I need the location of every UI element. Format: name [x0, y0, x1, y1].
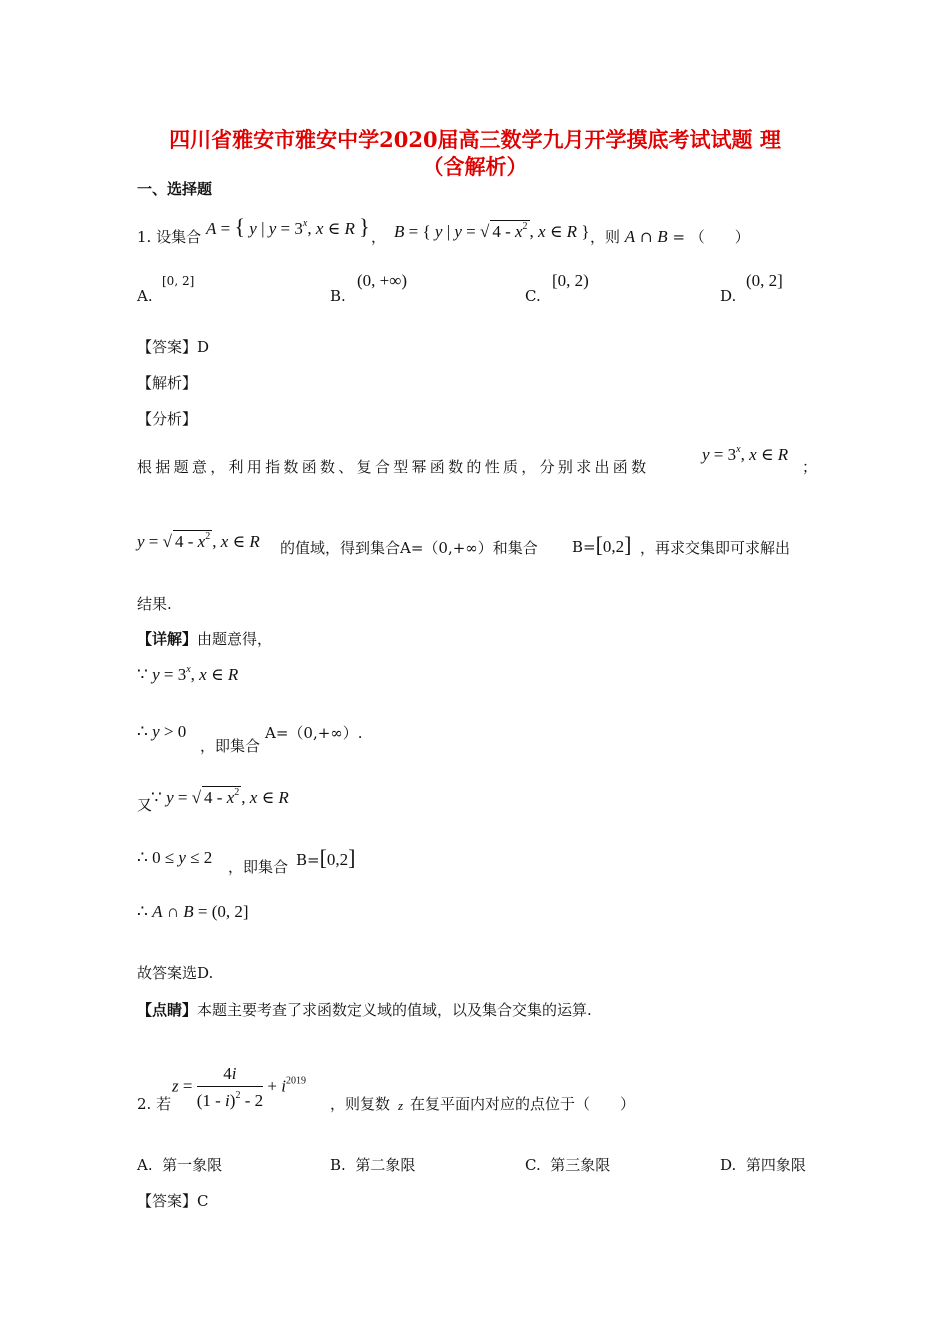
q2-option-d: D. 第四象限: [720, 1156, 806, 1174]
q2-variable-z: z: [398, 1098, 404, 1113]
page-subtitle: （含解析）: [422, 154, 528, 179]
q1-analysis-tag: 【解析】: [137, 374, 198, 392]
q2-expression: z = $\frac{4i}{(1 - i)^2 - 2}$ + $i^{2019}$: [172, 1064, 306, 1110]
q1-dianjing: 【点睛】本题主要考查了求函数定义域的值域，以及集合交集的运算.: [137, 1001, 592, 1019]
q1-step-1: ∵ $y = 3^x$, x ∈ R: [137, 664, 239, 684]
q1-option-d: (0, 2]: [746, 271, 783, 290]
q1-fenxi-text3: ，再求交集即可求解出: [640, 539, 791, 557]
q2-option-c: C. 第三象限: [525, 1156, 611, 1174]
q1-set-b: B = { y | y = √ $4 - x^2$ , x ∈ R }: [394, 221, 590, 241]
q1-set-a: A = { y | $y = 3^x$, x ∈ R }: [206, 214, 370, 239]
q1-step-2-text: ，即集合: [200, 737, 261, 755]
q1-conclusion: 故答案选D.: [137, 964, 214, 982]
q1-option-a-letter: A.: [137, 287, 153, 305]
q1-fenxi-text2: 的值域，得到集合A=（0,+∞）和集合: [280, 539, 538, 557]
q1-step-3: ∵ y = √ $4 - x^2$ , x ∈ R: [151, 787, 289, 807]
q1-option-b-letter: B.: [330, 287, 346, 305]
q1-prefix: 1. 设集合: [137, 228, 202, 246]
q1-step-3-you: 又: [137, 796, 153, 814]
q1-func-sqrt: y = √ $4 - x^2$ , x ∈ R: [137, 531, 260, 551]
q2-option-b: B. 第二象限: [330, 1156, 416, 1174]
q1-step-4-text: ，即集合: [228, 858, 289, 876]
q2-prefix: 2. 若: [137, 1095, 172, 1113]
q1-option-c-letter: C.: [525, 287, 541, 305]
q2-answer: 【答案】C: [137, 1192, 209, 1210]
q1-step-4-set: B=[0,2]: [296, 845, 356, 870]
q1-fenxi-tag: 【分析】: [137, 410, 198, 428]
q1-fenxi-text4: 结果.: [137, 595, 172, 613]
q2-option-a: A. 第一象限: [137, 1156, 223, 1174]
q1-detail: 【详解】由题意得，: [137, 630, 273, 648]
q1-func-exp: $y = 3^x$, x ∈ R: [702, 444, 789, 464]
q1-step-4: ∴ 0 ≤ y ≤ 2: [137, 848, 213, 867]
section-title: 一、选择题: [137, 180, 213, 198]
q1-set-b-value: B=[0,2]: [572, 532, 632, 557]
page-title: 四川省雅安市雅安中学2020届高三数学九月开学摸底考试试题 理: [169, 127, 781, 152]
q1-step-2: ∴ y > 0: [137, 722, 187, 741]
q1-step-5: ∴ A ∩ B = (0, 2]: [137, 902, 249, 921]
q1-ask: ，则 A ∩ B = （ ）: [590, 227, 750, 246]
q1-option-c: [0, 2): [552, 271, 589, 290]
q2-ask: ，则复数: [330, 1095, 391, 1113]
q1-step-2-set: A=（0,+∞）.: [265, 724, 363, 742]
q1-option-a: [0, 2]: [162, 274, 195, 288]
q1-option-d-letter: D.: [720, 287, 737, 305]
q1-option-b: (0, +∞): [357, 271, 408, 290]
q1-answer: 【答案】D: [137, 338, 210, 356]
q2-ask2: 在复平面内对应的点位于（ ）: [410, 1095, 636, 1113]
q1-fenxi-text: 根据题意，利用指数函数、复合型幂函数的性质，分别求出函数: [137, 458, 650, 476]
